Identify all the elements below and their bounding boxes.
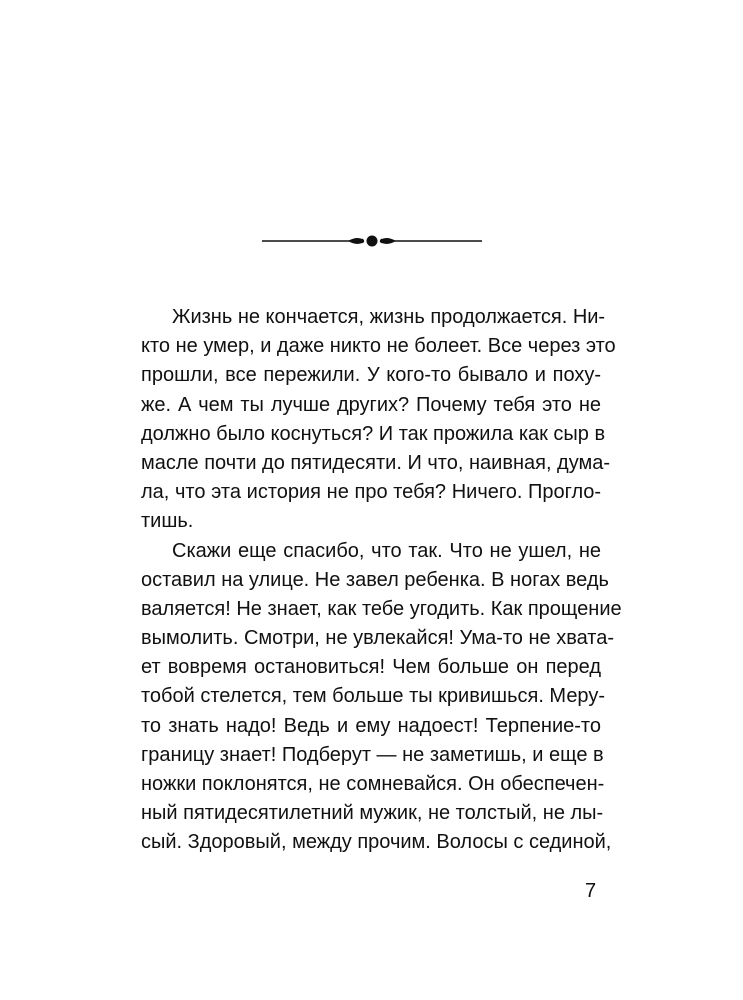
text-line: тобой стелется, тем больше ты кривишься. Меру-	[141, 685, 605, 708]
text-line: сый. Здоровый, между прочим. Волосы с сединой,	[141, 831, 612, 854]
text-line: валяется! Не знает, как тебе угодить. Как прощение	[141, 597, 622, 620]
text-line: прошли, все пережили. У кого-то бывало и поху-	[141, 364, 601, 387]
text-line: кто не умер, и даже никто не болеет. Все через это	[141, 335, 616, 358]
text-line: Скажи еще спасибо, что так. Что не ушел, не	[172, 539, 601, 562]
text-line: ный пятидесятилетний мужик, не толстый, не лы-	[141, 802, 604, 825]
text-line: должно было коснуться? И так прожила как сыр в	[141, 422, 606, 445]
text-line: масле почти до пятидесяти. И что, наивная, дума-	[141, 451, 611, 474]
text-line: то знать надо! Ведь и ему надоест! Терпение-то	[141, 714, 601, 737]
text-line: границу знает! Подберут — не заметишь, и еще в	[141, 743, 604, 766]
paragraph-1	[141, 303, 616, 537]
text-line: ет вовремя остановиться! Чем больше он перед	[141, 656, 601, 679]
paragraph-2	[141, 537, 622, 858]
page-number: 7	[585, 880, 597, 902]
ornament-divider-icon	[262, 228, 482, 254]
text-line: вымолить. Смотри, не увлекайся! Ума-то не хвата-	[141, 627, 615, 650]
text-line: оставил на улице. Не завел ребенка. В ногах ведь	[141, 568, 609, 591]
text-line: Жизнь не кончается, жизнь продолжается. Ни-	[172, 306, 606, 328]
text-line: ножки поклонятся, не сомневайся. Он обеспечен-	[141, 773, 605, 795]
body-text	[141, 303, 622, 858]
text-line: ла, что эта история не про тебя? Ничего. Проглo-	[141, 481, 601, 504]
text-line: тишь.	[141, 510, 194, 533]
text-line: же. А чем ты лучше других? Почему тебя это не	[141, 393, 601, 416]
